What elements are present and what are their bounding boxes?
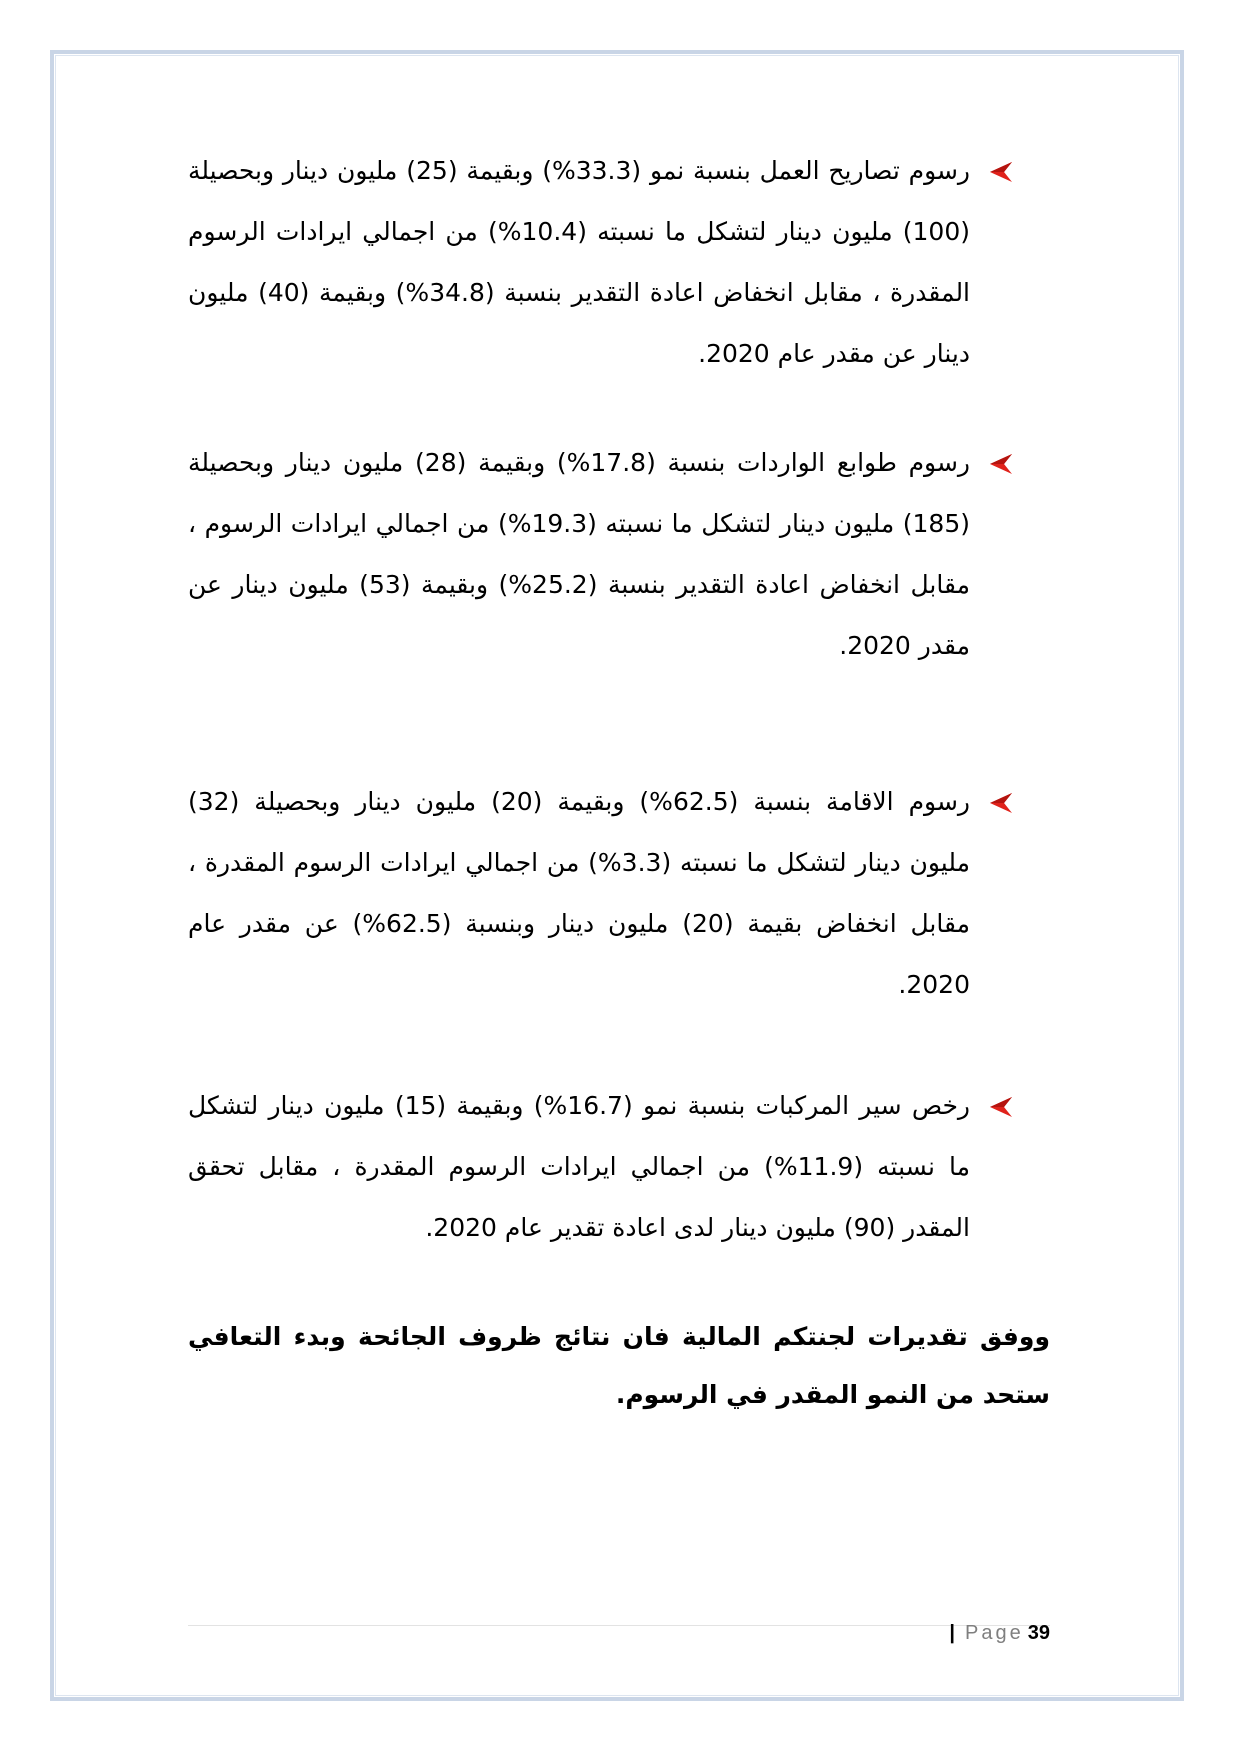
footer-separator: | <box>949 1622 956 1644</box>
arrowhead-bullet-icon <box>988 451 1014 477</box>
bullet-text: رسوم طوابع الواردات بنسبة (17.8%) وبقيمة (28) مليون دينار وبحصيلة (185) مليون دينار لتشكل ما نسبته (19.3%) من اجمالي ايرادات الرسوم ، مقابل انخفاض اعادة التقدير بنسبة (25.2%) وبقيمة (53) مليون دينار عن مقدر 2020. <box>188 448 971 660</box>
page-number: 39 <box>1027 1622 1050 1644</box>
bullet-text: رسوم الاقامة بنسبة (62.5%) وبقيمة (20) مليون دينار وبحصيلة (32) مليون دينار لتشكل ما نسبته (3.3%) من اجمالي ايرادات الرسوم المقدرة ، مقابل انخفاض بقيمة (20) مليون دينار وبنسبة (62.5%) عن مقدر عام 2020. <box>188 787 970 999</box>
bullet-item-import-stamps <box>188 432 970 676</box>
page-content <box>188 140 1050 1449</box>
bullet-item-work-permits <box>188 140 970 384</box>
arrowhead-bullet-icon <box>988 790 1014 816</box>
bullet-text: رخص سير المركبات بنسبة نمو (16.7%) وبقيمة (15) مليون دينار لتشكل ما نسبته (11.9%) من اجمالي ايرادات الرسوم المقدرة ، مقابل تحقق المقدر (90) مليون دينار لدى اعادة تقدير عام 2020. <box>188 1091 971 1242</box>
bullet-item-vehicle-licenses <box>188 1075 970 1258</box>
bullet-text: رسوم تصاريح العمل بنسبة نمو (33.3%) وبقيمة (25) مليون دينار وبحصيلة (100) مليون دينار لتشكل ما نسبته (10.4%) من اجمالي ايرادات الرسوم المقدرة ، مقابل انخفاض اعادة التقدير بنسبة (34.8%) وبقيمة (40) مليون دينار عن مقدر عام 2020. <box>188 156 971 368</box>
arrowhead-bullet-icon <box>988 159 1014 185</box>
page-footer <box>800 1622 1050 1645</box>
arrowhead-bullet-icon <box>988 1094 1014 1120</box>
footer-page-label: Page <box>965 1622 1024 1644</box>
conclusion-paragraph: ووفق تقديرات لجنتكم المالية فان نتائج ظروف الجائحة وبدء التعافي ستحد من النمو المقدر في الرسوم. <box>188 1322 1050 1409</box>
bullet-item-residence-fees <box>188 771 970 1015</box>
